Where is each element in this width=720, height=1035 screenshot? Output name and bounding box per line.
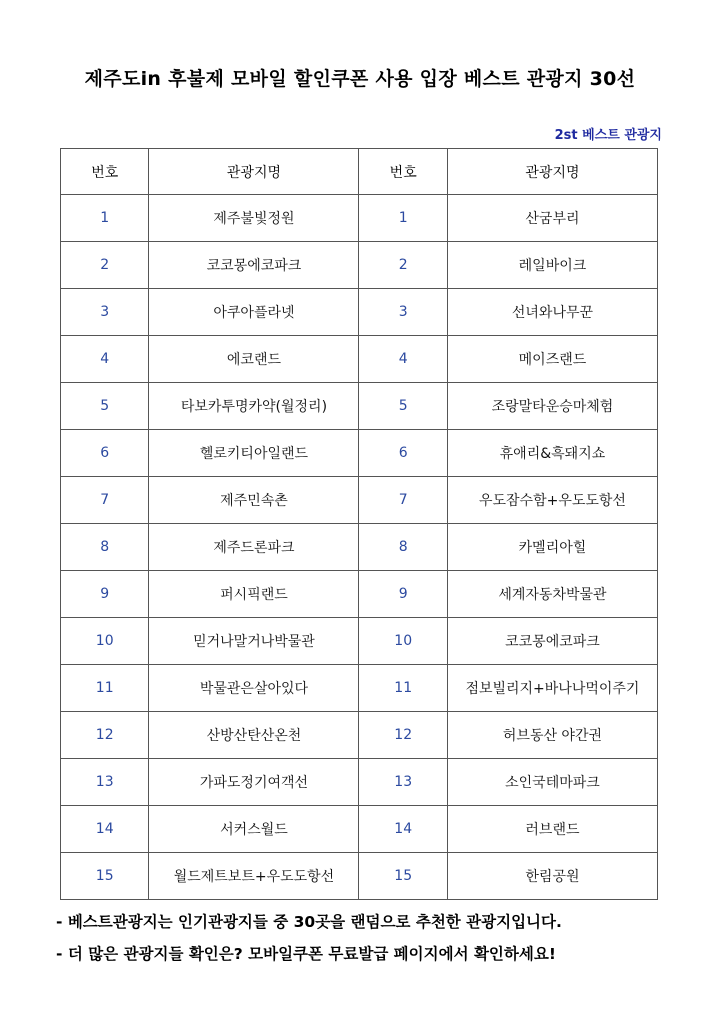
table-body [61,195,658,900]
table-row [61,618,658,665]
right-number-cell: 8 [359,524,447,571]
left-number-cell: 5 [61,383,149,430]
right-number-cell: 12 [359,712,447,759]
section-subtitle: 2st 베스트 관광지 [554,128,662,143]
header-left-name: 관광지명 [149,149,359,195]
right-number-cell: 2 [359,242,447,289]
right-number-cell: 13 [359,759,447,806]
left-attraction-name-cell: 믿거나말거나박물관 [149,618,359,665]
table-row [61,524,658,571]
header-right-number: 번호 [359,149,447,195]
left-attraction-name-cell: 퍼시픽랜드 [149,571,359,618]
left-attraction-name-cell: 헬로키티아일랜드 [149,430,359,477]
note-more-info: - 더 많은 관광지들 확인은? 모바일쿠폰 무료발급 페이지에서 확인하세요! [56,945,556,963]
left-attraction-name-cell: 제주불빛정원 [149,195,359,242]
right-attraction-name-cell: 레일바이크 [447,242,657,289]
right-attraction-name-cell: 산굼부리 [447,195,657,242]
right-attraction-name-cell: 소인국테마파크 [447,759,657,806]
left-attraction-name-cell: 산방산탄산온천 [149,712,359,759]
right-attraction-name-cell: 우도잠수함+우도도항선 [447,477,657,524]
right-number-cell: 7 [359,477,447,524]
table-row [61,759,658,806]
right-attraction-name-cell: 한림공원 [447,853,657,900]
left-number-cell: 1 [61,195,149,242]
right-number-cell: 11 [359,665,447,712]
table-header-row [61,149,658,195]
right-number-cell: 1 [359,195,447,242]
table-row [61,477,658,524]
right-attraction-name-cell: 카멜리아힐 [447,524,657,571]
left-attraction-name-cell: 아쿠아플라넷 [149,289,359,336]
right-attraction-name-cell: 점보빌리지+바나나먹이주기 [447,665,657,712]
left-number-cell: 13 [61,759,149,806]
right-number-cell: 9 [359,571,447,618]
left-number-cell: 8 [61,524,149,571]
left-number-cell: 4 [61,336,149,383]
left-number-cell: 6 [61,430,149,477]
left-number-cell: 12 [61,712,149,759]
right-attraction-name-cell: 허브동산 야간권 [447,712,657,759]
left-attraction-name-cell: 에코랜드 [149,336,359,383]
left-number-cell: 2 [61,242,149,289]
table-row [61,383,658,430]
right-number-cell: 4 [359,336,447,383]
left-number-cell: 7 [61,477,149,524]
table-row [61,195,658,242]
table-row [61,242,658,289]
table-row [61,336,658,383]
table-row [61,853,658,900]
left-attraction-name-cell: 코코몽에코파크 [149,242,359,289]
right-number-cell: 14 [359,806,447,853]
table-row [61,806,658,853]
left-number-cell: 11 [61,665,149,712]
right-number-cell: 5 [359,383,447,430]
right-attraction-name-cell: 코코몽에코파크 [447,618,657,665]
table-row [61,430,658,477]
left-attraction-name-cell: 박물관은살아있다 [149,665,359,712]
right-number-cell: 10 [359,618,447,665]
left-attraction-name-cell: 서커스월드 [149,806,359,853]
right-number-cell: 15 [359,853,447,900]
header-left-number: 번호 [61,149,149,195]
left-number-cell: 3 [61,289,149,336]
note-best-explanation: - 베스트관광지는 인기관광지들 중 30곳을 랜덤으로 추천한 관광지입니다. [56,913,562,931]
right-attraction-name-cell: 메이즈랜드 [447,336,657,383]
table-row [61,712,658,759]
left-number-cell: 15 [61,853,149,900]
table-row [61,289,658,336]
left-attraction-name-cell: 월드제트보트+우도도항선 [149,853,359,900]
footer-notes [56,906,696,970]
table-row [61,665,658,712]
attractions-table [60,148,658,900]
left-number-cell: 10 [61,618,149,665]
right-attraction-name-cell: 휴애리&흑돼지쇼 [447,430,657,477]
right-attraction-name-cell: 세계자동차박물관 [447,571,657,618]
right-number-cell: 3 [359,289,447,336]
right-attraction-name-cell: 선녀와나무꾼 [447,289,657,336]
left-attraction-name-cell: 제주드론파크 [149,524,359,571]
left-number-cell: 14 [61,806,149,853]
right-number-cell: 6 [359,430,447,477]
left-attraction-name-cell: 가파도정기여객선 [149,759,359,806]
table-row [61,571,658,618]
right-attraction-name-cell: 러브랜드 [447,806,657,853]
left-number-cell: 9 [61,571,149,618]
left-attraction-name-cell: 제주민속촌 [149,477,359,524]
header-right-name: 관광지명 [447,149,657,195]
left-attraction-name-cell: 타보카투명카약(월정리) [149,383,359,430]
right-attraction-name-cell: 조랑말타운승마체험 [447,383,657,430]
page-title: 제주도in 후불제 모바일 할인쿠폰 사용 입장 베스트 관광지 30선 [84,68,636,90]
